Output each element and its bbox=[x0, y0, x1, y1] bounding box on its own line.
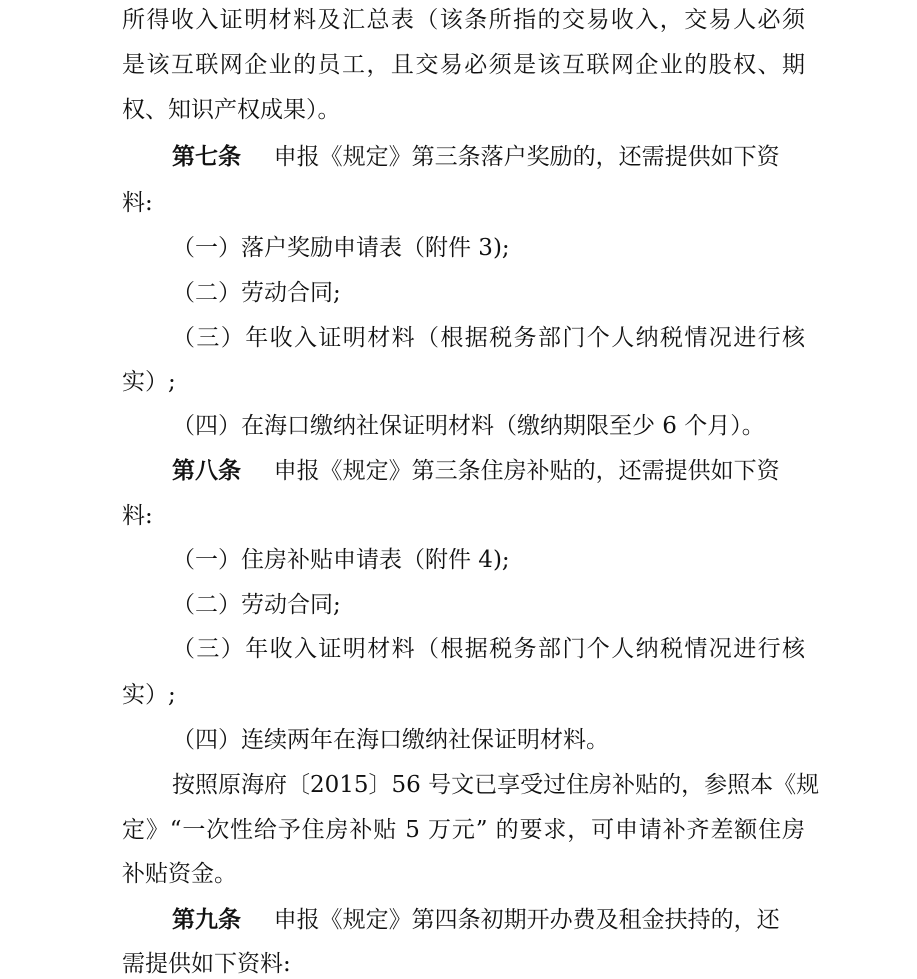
article-number: 第九条 bbox=[172, 907, 241, 933]
article-text: 申报《规定》第四条初期开办费及租金扶持的，还 bbox=[273, 907, 780, 933]
text-line: 料: bbox=[122, 503, 153, 529]
text-line: 需提供如下资料: bbox=[122, 951, 291, 977]
text-line: 实）; bbox=[122, 369, 176, 395]
article-9-heading bbox=[172, 909, 805, 932]
text-line: 所得收入证明材料及汇总表（该条所指的交易收入，交易人必须 bbox=[122, 7, 805, 33]
text-line: 权、知识产权成果）。 bbox=[122, 97, 341, 123]
text-line: 补贴资金。 bbox=[122, 861, 237, 887]
text-line: 按照原海府〔2015〕56 号文已享受过住房补贴的，参照本《规 bbox=[172, 772, 820, 798]
article-number: 第七条 bbox=[172, 144, 241, 170]
list-item: （三）年收入证明材料（根据税务部门个人纳税情况进行核 bbox=[172, 325, 805, 351]
article-number: 第八条 bbox=[172, 458, 241, 484]
article-text: 申报《规定》第三条住房补贴的，还需提供如下资 bbox=[273, 458, 780, 484]
text-line: 实）; bbox=[122, 682, 176, 708]
list-item: （四）连续两年在海口缴纳社保证明材料。 bbox=[172, 727, 609, 753]
article-8-heading bbox=[172, 460, 805, 483]
list-item: （二）劳动合同; bbox=[172, 280, 341, 306]
list-item: （一）落户奖励申请表（附件 3); bbox=[172, 235, 510, 261]
article-7-heading bbox=[172, 146, 805, 169]
list-item: （一）住房补贴申请表（附件 4); bbox=[172, 547, 510, 573]
list-item: （四）在海口缴纳社保证明材料（缴纳期限至少 6 个月）。 bbox=[172, 413, 765, 439]
text-line: 料: bbox=[122, 190, 153, 216]
text-line: 定》“一次性给予住房补贴 5 万元” 的要求，可申请补齐差额住房 bbox=[122, 817, 805, 843]
list-item: （二）劳动合同; bbox=[172, 592, 341, 618]
list-item: （三）年收入证明材料（根据税务部门个人纳税情况进行核 bbox=[172, 636, 805, 662]
text-line: 是该互联网企业的员工，且交易必须是该互联网企业的股权、期 bbox=[122, 52, 805, 78]
article-text: 申报《规定》第三条落户奖励的，还需提供如下资 bbox=[273, 144, 780, 170]
